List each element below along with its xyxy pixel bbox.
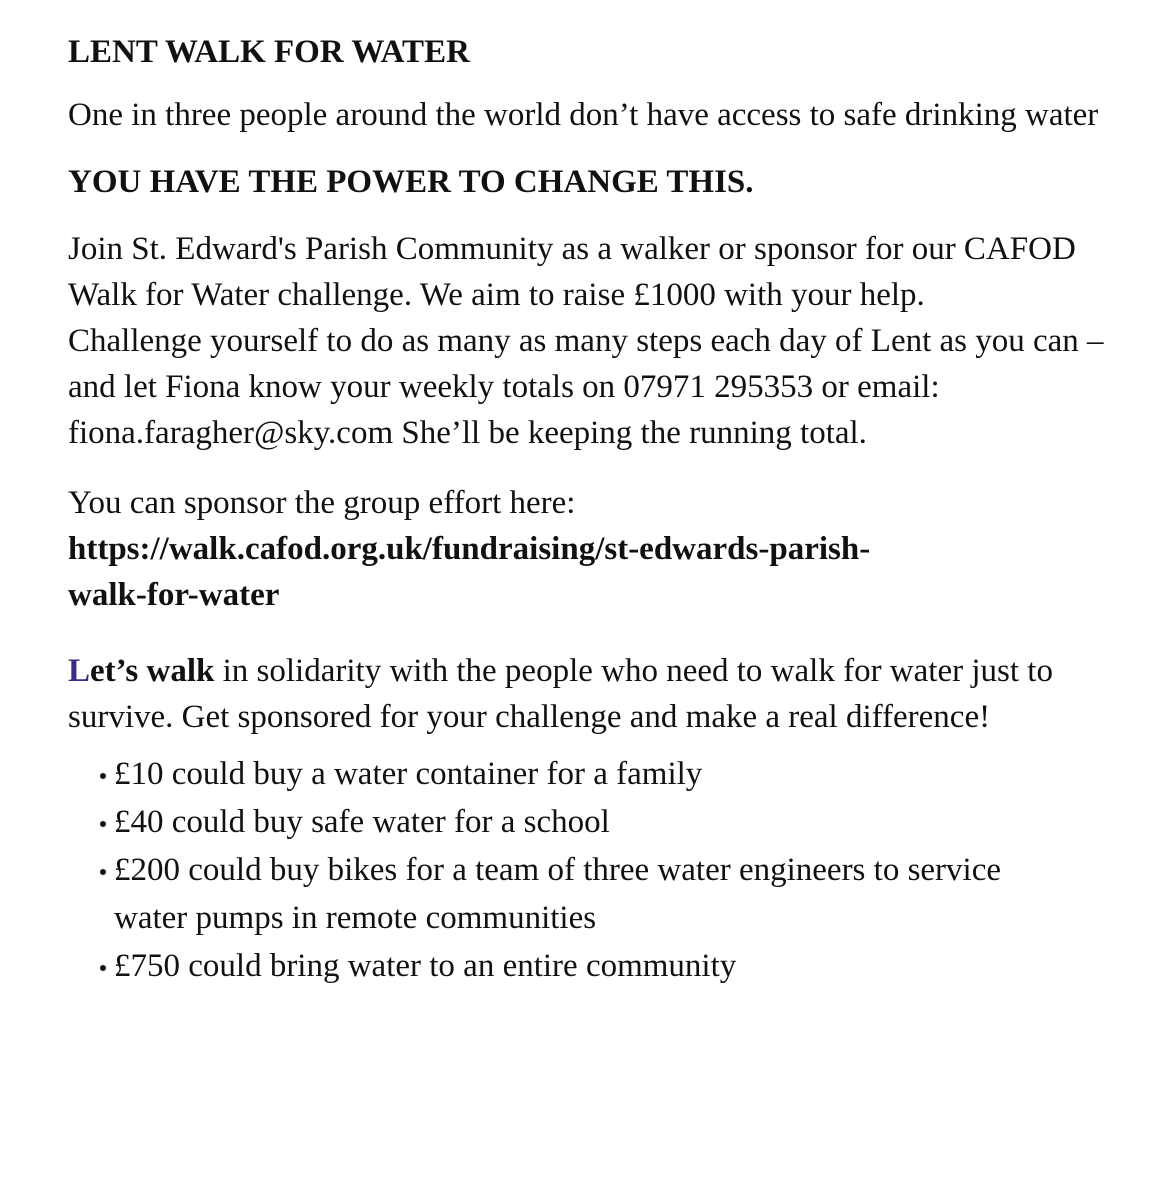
drop-letter: L [68, 653, 91, 689]
flyer [68, 30, 1128, 990]
bullet-icon [100, 869, 106, 875]
list-item [100, 846, 1100, 942]
challenge-paragraph: Challenge yourself to do as many as many steps each day of Lent as you can – and let Fiona know your weekly totals on 07971 295353 or email: fiona.faragher@sky.com She’ll be keeping the running total. [68, 323, 1104, 451]
join-paragraph: Join St. Edward's Parish Community as a walker or sponsor for our CAFOD Walk for Water challenge. We aim to raise £1000 with your help. [68, 231, 1076, 313]
list-item-text: £200 could buy bikes for a team of three water engineers to service water pumps in remote communities [114, 852, 1002, 936]
lets-walk-emphasis: et’s walk [90, 653, 215, 689]
list-item-text: £750 could bring water to an entire community [114, 948, 737, 984]
list-item-text: £10 could buy a water container for a family [114, 756, 703, 792]
solidarity-paragraph [68, 648, 1128, 740]
sponsor-link-line-2: walk-for-water [68, 577, 280, 613]
bullet-icon [100, 773, 106, 779]
bullet-icon [100, 965, 106, 971]
page-title: LENT WALK FOR WATER [68, 34, 470, 70]
sponsor-link-line-1: https://walk.cafod.org.uk/fundraising/st-edwards-parish- [68, 531, 871, 567]
call-to-action-heading: YOU HAVE THE POWER TO CHANGE THIS. [68, 164, 754, 200]
solidarity-text: in solidarity with the people who need to walk for water just to survive. Get sponsored for your challenge and make a real difference! [68, 653, 1053, 735]
list-item [100, 798, 1100, 846]
list-item-text: £40 could buy safe water for a school [114, 804, 610, 840]
list-item [100, 942, 1100, 990]
sponsor-paragraph: You can sponsor the group effort here: [68, 485, 576, 521]
sponsor-link[interactable] [68, 526, 1128, 618]
intro-paragraph: One in three people around the world don’t have access to safe drinking water [68, 97, 1099, 133]
list-item [100, 750, 1100, 798]
donation-list [100, 750, 1100, 990]
bullet-icon [100, 821, 106, 827]
